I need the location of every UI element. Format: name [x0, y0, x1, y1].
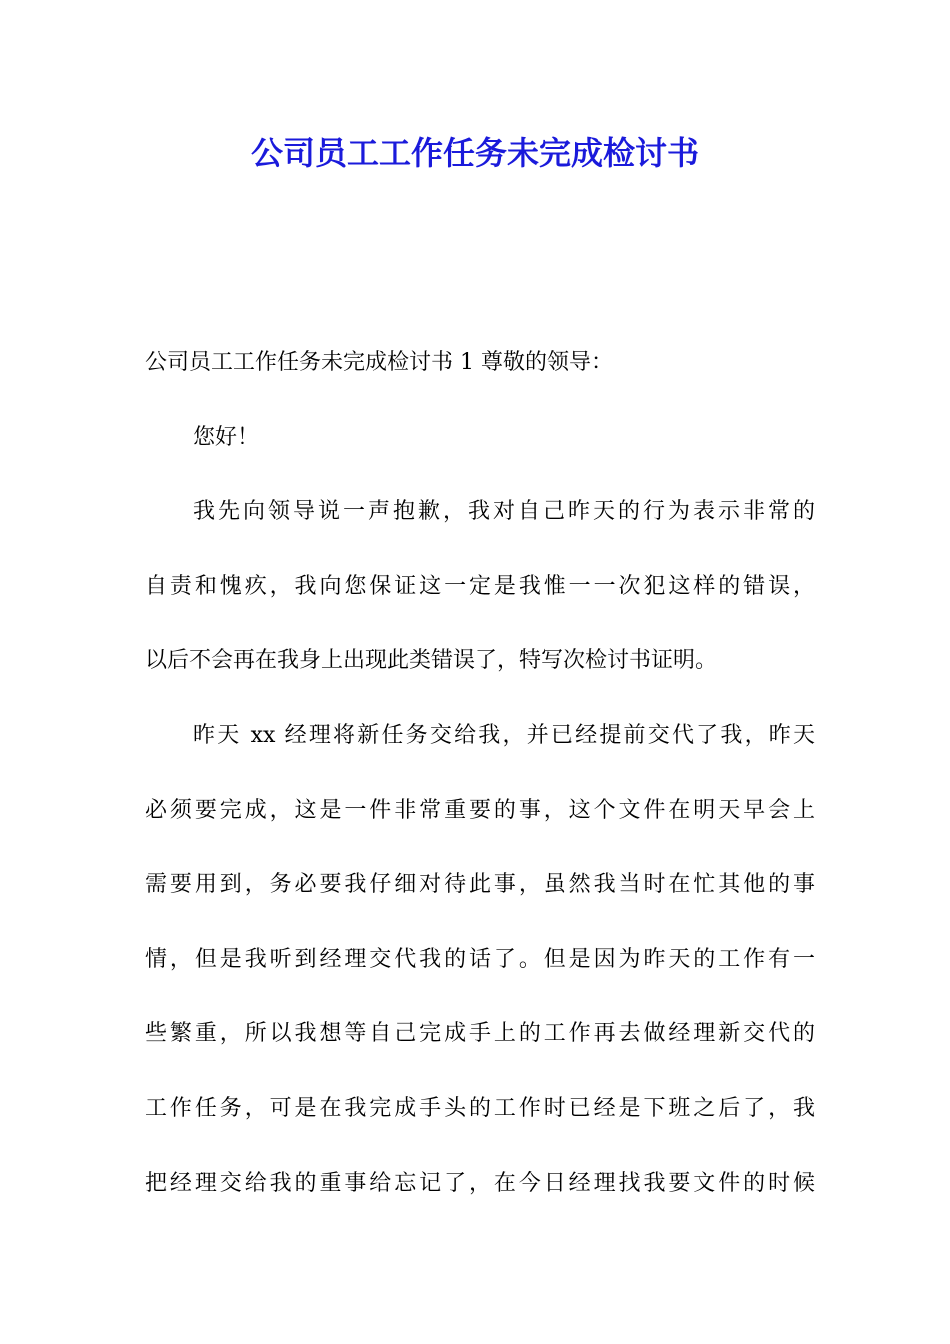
text-line-salutation: 您好！ [193, 424, 260, 450]
text-line: 必须要完成，这是一件非常重要的事，这个文件在明天早会上 [145, 797, 815, 823]
document-title: 公司员工工作任务未完成检讨书 [250, 134, 699, 172]
text-line: 些繁重，所以我想等自己完成手上的工作再去做经理新交代的 [145, 1021, 815, 1047]
text-line: 以后不会再在我身上出现此类错误了，特写次检讨书证明。 [145, 648, 718, 674]
text-line-greeting-heading: 公司员工工作任务未完成检讨书 1 尊敬的领导： [145, 350, 613, 375]
text-line: 工作任务，可是在我完成手头的工作时已经是下班之后了，我 [145, 1095, 815, 1121]
text-line: 我先向领导说一声抱歉，我对自己昨天的行为表示非常的 [193, 499, 815, 525]
text-line: 需要用到，务必要我仔细对待此事，虽然我当时在忙其他的事 [145, 872, 815, 898]
text-line: 自责和愧疚，我向您保证这一定是我惟一一次犯这样的错误， [145, 573, 815, 599]
text-line: 情，但是我听到经理交代我的话了。但是因为昨天的工作有一 [145, 946, 815, 972]
text-line: 昨天 xx 经理将新任务交给我，并已经提前交代了我，昨天 [193, 722, 815, 748]
document-body [145, 338, 815, 1233]
text-line: 把经理交给我的重事给忘记了，在今日经理找我要文件的时候 [145, 1170, 815, 1196]
